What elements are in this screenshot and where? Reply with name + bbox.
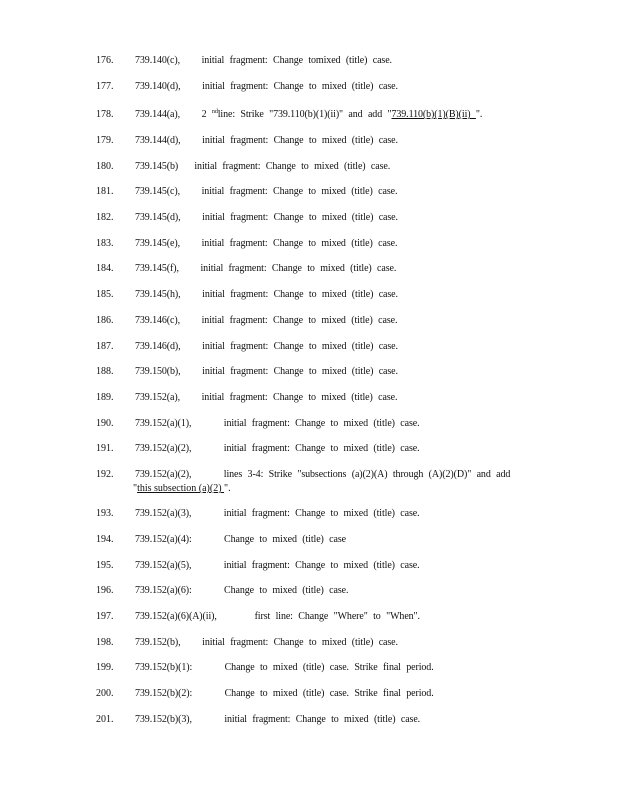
closing-quote: ". bbox=[224, 483, 231, 494]
item-number: 186. bbox=[96, 315, 114, 326]
item-reference: 739.146(c), bbox=[135, 315, 180, 326]
item-text: initial fragment: Change to mixed (title) case. bbox=[223, 560, 420, 571]
item-text: initial fragment: Change to mixed (title) case. bbox=[202, 637, 398, 648]
item-reference: 739.152(a)(5), bbox=[135, 560, 192, 571]
item-reference: 739.152(b)(1): bbox=[135, 662, 193, 673]
item-reference: 739.140(c), bbox=[135, 55, 180, 66]
item-reference: 739.145(c), bbox=[135, 186, 180, 197]
item-text: initial fragment: Change to mixed (title) case. bbox=[223, 443, 420, 454]
item-number: 187. bbox=[96, 341, 114, 352]
item-text: Change to mixed (title) case. Strike final period. bbox=[224, 662, 434, 673]
item-reference: 739.145(d), bbox=[135, 212, 181, 223]
item-reference: 739.145(h), bbox=[135, 289, 181, 300]
item-text: initial fragment: Change to mixed (title) case. bbox=[200, 263, 397, 274]
item-number: 179. bbox=[96, 135, 114, 146]
item-text: initial fragment: Change to mixed (title) case. bbox=[223, 418, 420, 429]
item-number: 184. bbox=[96, 263, 114, 274]
item-number: 188. bbox=[96, 366, 114, 377]
item-text: Change to mixed (title) case. bbox=[224, 585, 349, 596]
item-number: 182. bbox=[96, 212, 114, 223]
item-reference: 739.152(a)(2), bbox=[135, 443, 192, 454]
item-reference: 739.145(f), bbox=[135, 263, 179, 274]
item-text: initial fragment: Change to mixed (title) case. bbox=[202, 135, 398, 146]
item-number: 193. bbox=[96, 508, 114, 519]
item-number: 176. bbox=[96, 55, 114, 66]
item-text: initial fragment: Change tomixed (title) case. bbox=[201, 55, 392, 66]
item-text: lines 3-4: Strike "subsections (a)(2)(A) through (A)(2)(D)" and add bbox=[223, 469, 511, 480]
item-reference: 739.140(d), bbox=[135, 81, 181, 92]
item-number: 183. bbox=[96, 238, 114, 249]
item-number: 191. bbox=[96, 443, 114, 454]
item-reference: 739.152(b)(3), bbox=[135, 714, 192, 725]
item-text: Change to mixed (title) case bbox=[224, 534, 346, 545]
item-number: 192. bbox=[96, 469, 114, 480]
item-text: initial fragment: Change to mixed (title) case. bbox=[223, 508, 420, 519]
item-number: 185. bbox=[96, 289, 114, 300]
item-text: line: Strike "739.110(b)(1)(ii)" and add " bbox=[217, 109, 392, 120]
item-number: 180. bbox=[96, 161, 114, 172]
item-reference: 739.152(b), bbox=[135, 637, 181, 648]
item-text: initial fragment: Change to mixed (title) case. bbox=[201, 392, 398, 403]
item-number: 197. bbox=[96, 611, 114, 622]
item-number: 199. bbox=[96, 662, 114, 673]
item-reference: 739.144(d), bbox=[135, 135, 181, 146]
item-text: initial fragment: Change to mixed (title) case. bbox=[194, 161, 391, 172]
item-text: initial fragment: Change to mixed (title) case. bbox=[201, 186, 398, 197]
item-number: 189. bbox=[96, 392, 114, 403]
item-reference: 739.152(b)(2): bbox=[135, 688, 193, 699]
item-number: 196. bbox=[96, 585, 114, 596]
item-text: initial fragment: Change to mixed (title) case. bbox=[201, 315, 398, 326]
item-text: initial fragment: Change to mixed (title) case. bbox=[202, 289, 398, 300]
item-text: Change to mixed (title) case. Strike final period. bbox=[224, 688, 434, 699]
item-number: 195. bbox=[96, 560, 114, 571]
item-reference: 739.152(a)(3), bbox=[135, 508, 192, 519]
item-reference: 739.152(a)(6): bbox=[135, 585, 192, 596]
item-number: 194. bbox=[96, 534, 114, 545]
item-number: 200. bbox=[96, 688, 114, 699]
item-number: 198. bbox=[96, 637, 114, 648]
item-reference: 739.145(b) bbox=[135, 161, 179, 172]
item-text: initial fragment: Change to mixed (title) case. bbox=[201, 238, 398, 249]
inserted-text: this subsection (a)(2) bbox=[137, 483, 225, 494]
item-number: 201. bbox=[96, 714, 114, 725]
item-text: initial fragment: Change to mixed (title) case. bbox=[202, 212, 398, 223]
ordinal-suffix: nd bbox=[211, 109, 218, 115]
item-text: initial fragment: Change to mixed (title) case. bbox=[224, 714, 421, 725]
opening-quote: " bbox=[133, 483, 138, 494]
item-reference: 739.152(a), bbox=[135, 392, 180, 403]
item-reference: 739.145(e), bbox=[135, 238, 180, 249]
item-text: initial fragment: Change to mixed (title) case. bbox=[202, 366, 398, 377]
item-text: initial fragment: Change to mixed (title) case. bbox=[202, 341, 398, 352]
item-text: first line: Change "Where" to "When". bbox=[254, 611, 420, 622]
item-reference: 739.152(a)(6)(A)(ii), bbox=[135, 611, 217, 622]
item-text: initial fragment: Change to mixed (title) case. bbox=[202, 81, 398, 92]
item-reference: 739.152(a)(4): bbox=[135, 534, 192, 545]
closing-quote: ". bbox=[475, 109, 483, 120]
item-reference: 739.144(a), bbox=[135, 109, 180, 120]
item-number: 177. bbox=[96, 81, 114, 92]
item-reference: 739.146(d), bbox=[135, 341, 181, 352]
item-number: 181. bbox=[96, 186, 114, 197]
inserted-text: 739.110(b)(1)(B)(ii) bbox=[391, 109, 476, 120]
item-number: 178. bbox=[96, 109, 114, 120]
item-reference: 739.152(a)(2), bbox=[135, 469, 192, 480]
item-number: 190. bbox=[96, 418, 114, 429]
item-reference: 739.150(b), bbox=[135, 366, 181, 377]
ordinal-number: 2 bbox=[201, 109, 207, 120]
item-reference: 739.152(a)(1), bbox=[135, 418, 192, 429]
